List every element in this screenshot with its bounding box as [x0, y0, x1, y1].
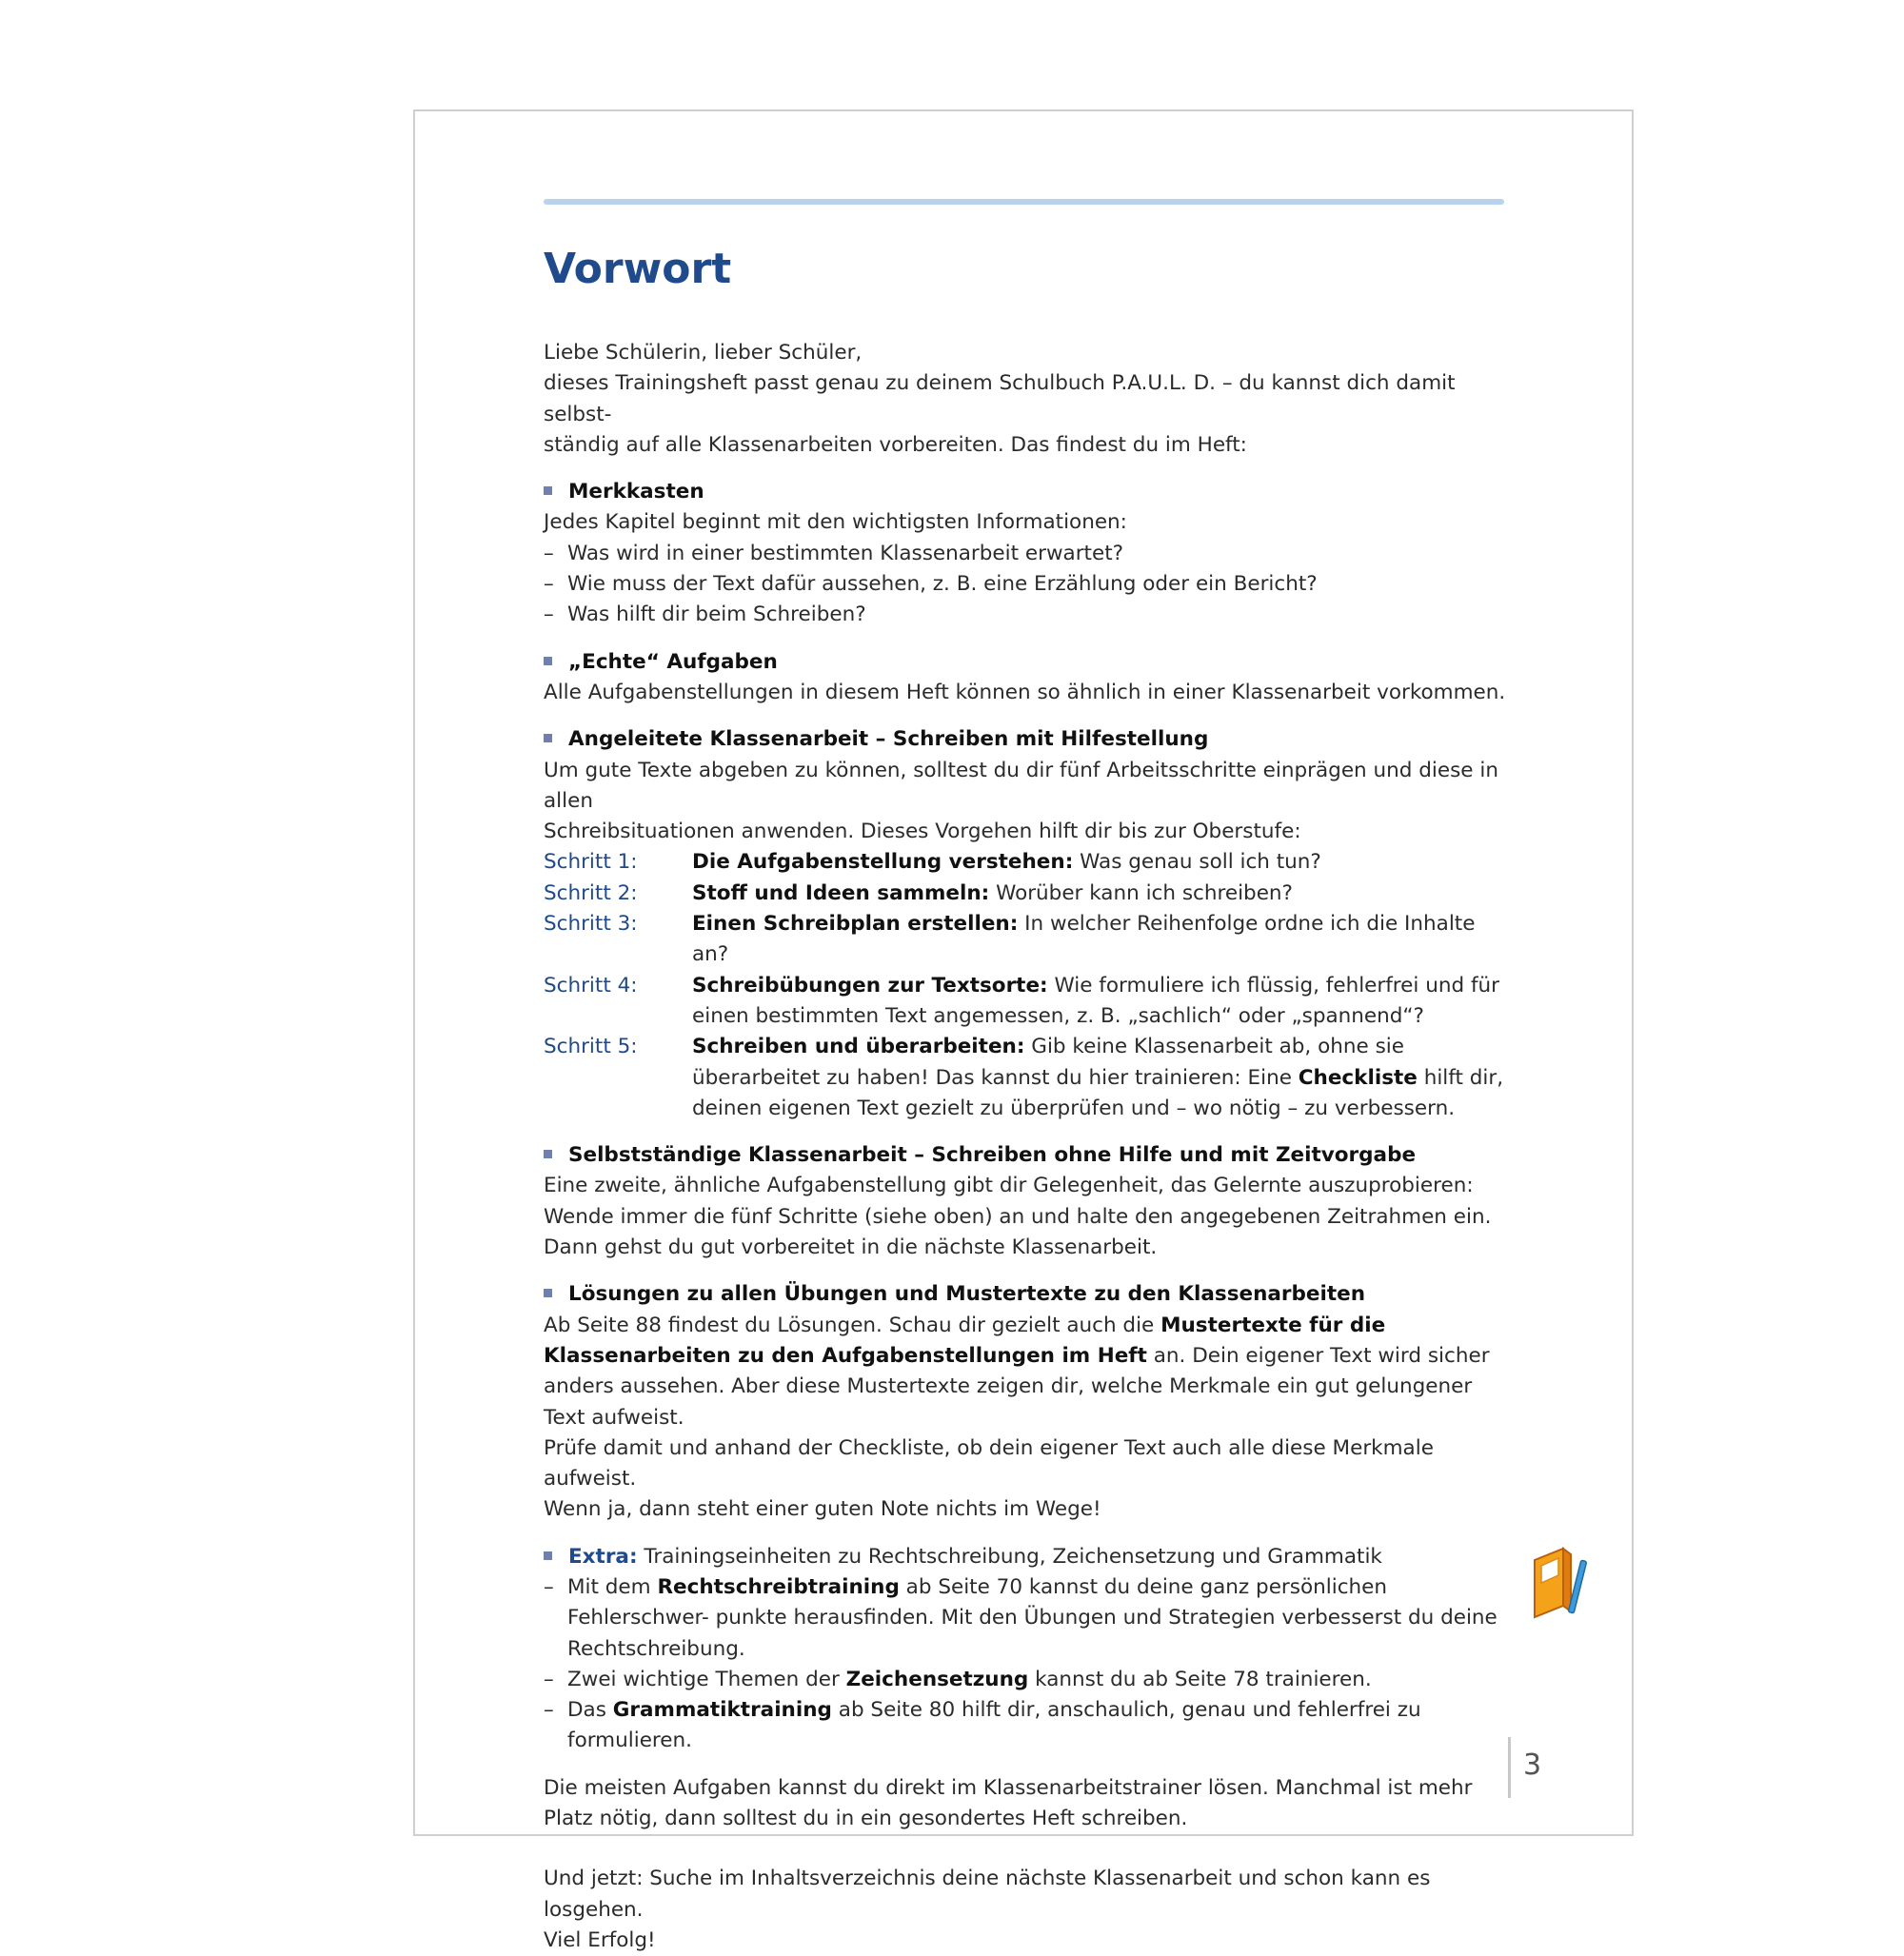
square-bullet-icon — [544, 1150, 552, 1158]
intro-line: dieses Trainingsheft passt genau zu deinem Schulbuch P.A.U.L. D. – du kannst dich damit selbst- — [544, 371, 1456, 426]
section-text: Um gute Texte abgeben zu können, solltest du dir fünf Arbeitsschritte einprägen und diese in allen — [544, 758, 1498, 813]
section-text: Jedes Kapitel beginnt mit den wichtigsten Informationen: — [544, 510, 1127, 535]
page-number-divider — [1508, 1737, 1511, 1798]
page-title: Vorwort — [544, 245, 732, 293]
page-content — [544, 338, 1507, 1956]
square-bullet-icon — [544, 1551, 552, 1560]
section-loesungen — [544, 1279, 1507, 1310]
header-rule — [544, 199, 1504, 205]
page-number: 3 — [1523, 1749, 1542, 1782]
step-label: Schritt 2: — [544, 880, 638, 905]
closing-paragraph: Die meisten Aufgaben kannst du direkt im Klassenarbeitstrainer lösen. Manchmal ist mehr Platz nötig, dann solltest du in ein gesondertes Heft schreiben. — [544, 1775, 1473, 1831]
section-angeleitete — [544, 724, 1507, 755]
step-label: Schritt 4: — [544, 973, 638, 998]
section-echte-aufgaben — [544, 647, 1507, 678]
square-bullet-icon — [544, 657, 552, 665]
section-heading: Selbstständige Klassenarbeit – Schreiben ohne Hilfe und mit Zeitvorgabe — [568, 1143, 1417, 1168]
section-text: Prüfe damit und anhand der Checkliste, ob dein eigener Text auch alle diese Merkmale aufweist. — [544, 1435, 1434, 1492]
closing-line: Und jetzt: Suche im Inhaltsverzeichnis deine nächste Klassenarbeit und schon kann es losgehen. — [544, 1867, 1431, 1922]
section-text: Eine zweite, ähnliche Aufgabenstellung gibt dir Gelegenheit, das Gelernte auszuprobieren: Wende immer die fünf Schritte (siehe oben) an und halte den angegebenen Zeitrahmen ein. Dann gehst du gut vorbereitet in die nächste Klassenarbeit. — [544, 1174, 1492, 1260]
intro-line: ständig auf alle Klassenarbeiten vorbereiten. Das findest du im Heft: — [544, 432, 1247, 457]
step-label: Schritt 3: — [544, 912, 638, 937]
list-item: – Was wird in einer bestimmten Klassenarbeit erwartet? — [544, 541, 1124, 565]
step-row: Schritt 4: Schreibübungen zur Textsorte: Wie formuliere ich flüssig, fehlerfrei und für einen bestimmten Text angemessen, z. B. „sachlich“ oder „spannend“? — [544, 971, 1507, 1033]
list-item: – Wie muss der Text dafür aussehen, z. B. eine Erzählung oder ein Bericht? — [544, 572, 1318, 597]
list-item: – Das Grammatiktraining ab Seite 80 hilft dir, anschaulich, genau und fehlerfrei zu formulieren. — [544, 1698, 1421, 1753]
section-text: Schreibsituationen anwenden. Dieses Vorgehen hilft dir bis zur Oberstufe: — [544, 820, 1301, 844]
document-page — [413, 109, 1634, 1952]
section-text: Alle Aufgabenstellungen in diesem Heft können so ähnlich in einer Klassenarbeit vorkommen. — [544, 680, 1506, 704]
step-row: Schritt 1: Die Aufgabenstellung verstehen: Was genau soll ich tun? — [544, 847, 1507, 878]
section-heading: Angeleitete Klassenarbeit – Schreiben mit Hilfestellung — [568, 727, 1209, 752]
extra-label: Extra: — [568, 1544, 638, 1569]
step-label: Schritt 1: — [544, 850, 638, 875]
section-selbststaendige — [544, 1140, 1507, 1171]
step-row: Schritt 3: Einen Schreibplan erstellen: In welcher Reihenfolge ordne ich die Inhalte an? — [544, 909, 1507, 971]
square-bullet-icon — [544, 1289, 552, 1297]
step-row: Schritt 5: Schreiben und überarbeiten: Gib keine Klassenarbeit ab, ohne sie überarbeitet zu haben! Das kannst du hier trainieren: Eine Checkliste hilft dir, deinen eigenen Text gezielt zu überprüfen und – wo nötig – zu verbessern. — [544, 1032, 1507, 1124]
square-bullet-icon — [544, 486, 552, 495]
intro-line: Liebe Schülerin, lieber Schüler, — [544, 341, 863, 365]
book-pen-icon — [1525, 1539, 1592, 1620]
section-heading: „Echte“ Aufgaben — [568, 649, 778, 674]
section-heading: Lösungen zu allen Übungen und Mustertexte zu den Klassenarbeiten — [568, 1282, 1366, 1307]
section-text: Wenn ja, dann steht einer guten Note nichts im Wege! — [544, 1497, 1101, 1522]
list-item: – Zwei wichtige Themen der Zeichensetzung kannst du ab Seite 78 trainieren. — [544, 1667, 1372, 1691]
section-heading: Merkkasten — [568, 480, 704, 504]
step-row: Schritt 2: Stoff und Ideen sammeln: Worüber kann ich schreiben? — [544, 879, 1507, 909]
section-merkkasten — [544, 477, 1507, 507]
closing-line: Viel Erfolg! — [544, 1927, 656, 1952]
step-label: Schritt 5: — [544, 1035, 638, 1059]
section-text: Ab Seite 88 findest du Lösungen. Schau dir gezielt auch die Mustertexte für die Klassenarbeiten zu den Aufgabenstellungen im Heft an. Dein eigener Text wird sicher anders aussehen. Aber diese Mustertexte zeigen dir, welche Merkmale ein gut gelungener Text aufweist. — [544, 1313, 1490, 1430]
section-extra: Extra: Trainingseinheiten zu Rechtschreibung, Zeichensetzung und Grammatik — [544, 1542, 1507, 1572]
square-bullet-icon — [544, 734, 552, 742]
list-item: – Was hilft dir beim Schreiben? — [544, 603, 866, 627]
list-item: – Mit dem Rechtschreibtraining ab Seite 70 kannst du deine ganz persönlichen Fehlerschwer- punkte herausfinden. Mit den Übungen und Strategien verbesserst du deine Rechtschreibung. — [544, 1574, 1497, 1661]
